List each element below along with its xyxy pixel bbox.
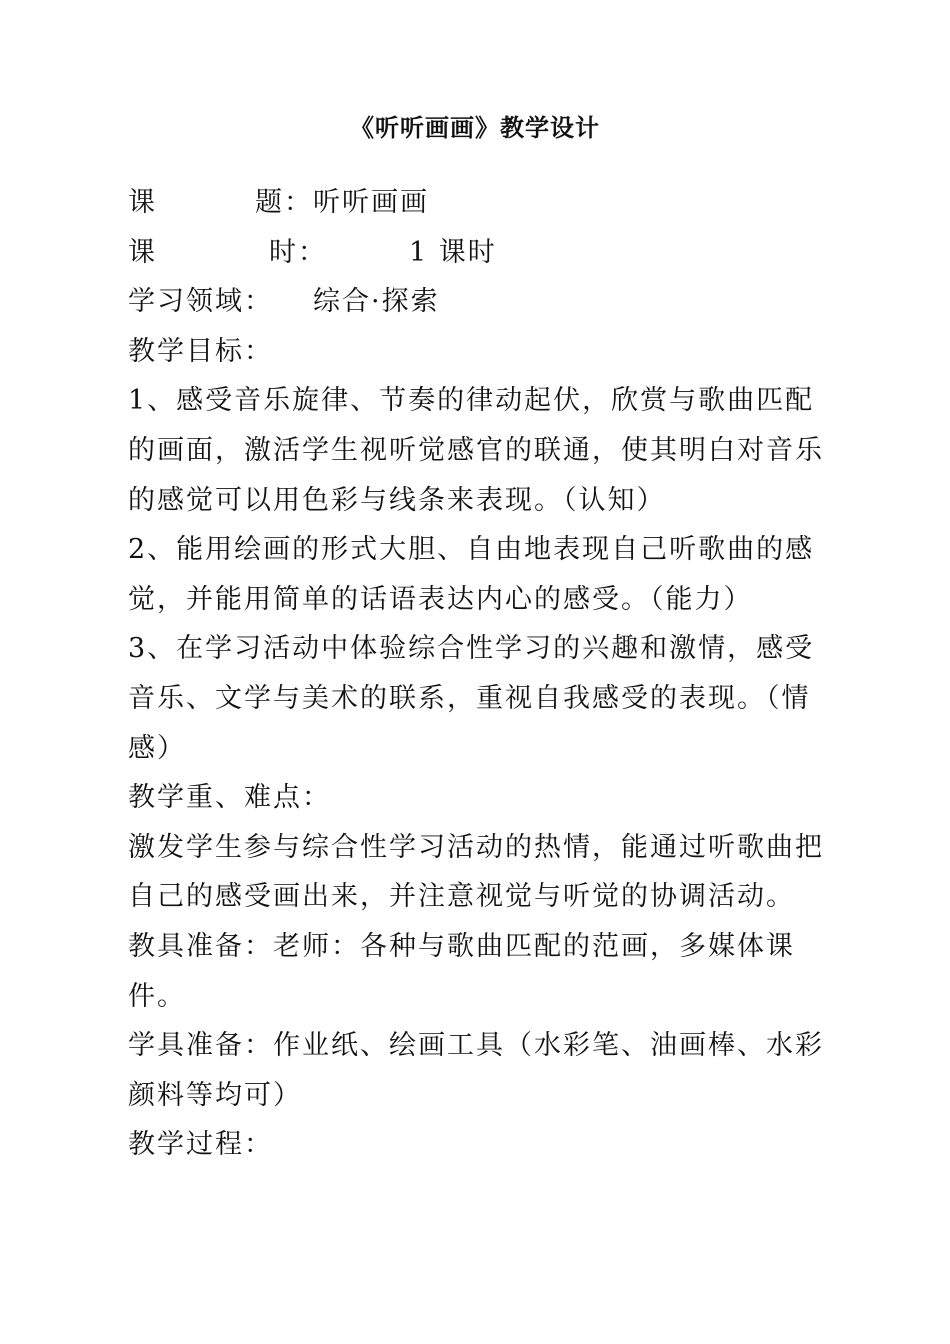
area-value: 综合·探索	[313, 286, 440, 318]
area-line	[128, 277, 828, 327]
time-label-start: 课	[128, 236, 157, 268]
objective-item-1: 1、感受音乐旋律、节奏的律动起伏，欣赏与歌曲匹配的画面，激活学生视听觉感官的联通，使其明白对音乐的感觉可以用色彩与线条来表现。（认知）	[128, 385, 824, 516]
topic-label-start: 课	[128, 187, 157, 218]
process-heading: 教学过程：	[128, 1129, 273, 1161]
time-value: 1 课时	[409, 236, 497, 268]
topic-line	[128, 178, 828, 228]
document-title: 《听听画画》教学设计	[350, 113, 600, 142]
objective-item-3: 3、在学习活动中体验综合性学习的兴趣和激情，感受音乐、文学与美术的联系，重视自我感受的表现。（情感）	[128, 633, 815, 764]
time-line	[128, 228, 828, 278]
topic-value: 听听画画	[313, 187, 429, 218]
key-points-text: 激发学生参与综合性学习活动的热情，能通过听歌曲把自己的感受画出来，并注意视觉与听觉的协调活动。	[128, 831, 824, 913]
time-label-end: 时：	[269, 236, 327, 268]
document-body	[128, 178, 828, 1170]
key-points-heading: 教学重、难点：	[128, 782, 331, 814]
objective-item-2: 2、能用绘画的形式大胆、自由地表现自己听歌曲的感觉，并能用简单的话语表达内心的感受。（能力）	[128, 534, 815, 615]
area-label: 学习领域：	[128, 286, 273, 318]
topic-label-end: 题：	[255, 187, 313, 218]
teacher-prep: 教具准备：老师：各种与歌曲匹配的范画，多媒体课件。	[128, 930, 795, 1012]
student-prep: 学具准备：作业纸、绘画工具（水彩笔、油画棒、水彩颜料等均可）	[128, 1030, 824, 1111]
objectives-heading: 教学目标：	[128, 335, 273, 367]
